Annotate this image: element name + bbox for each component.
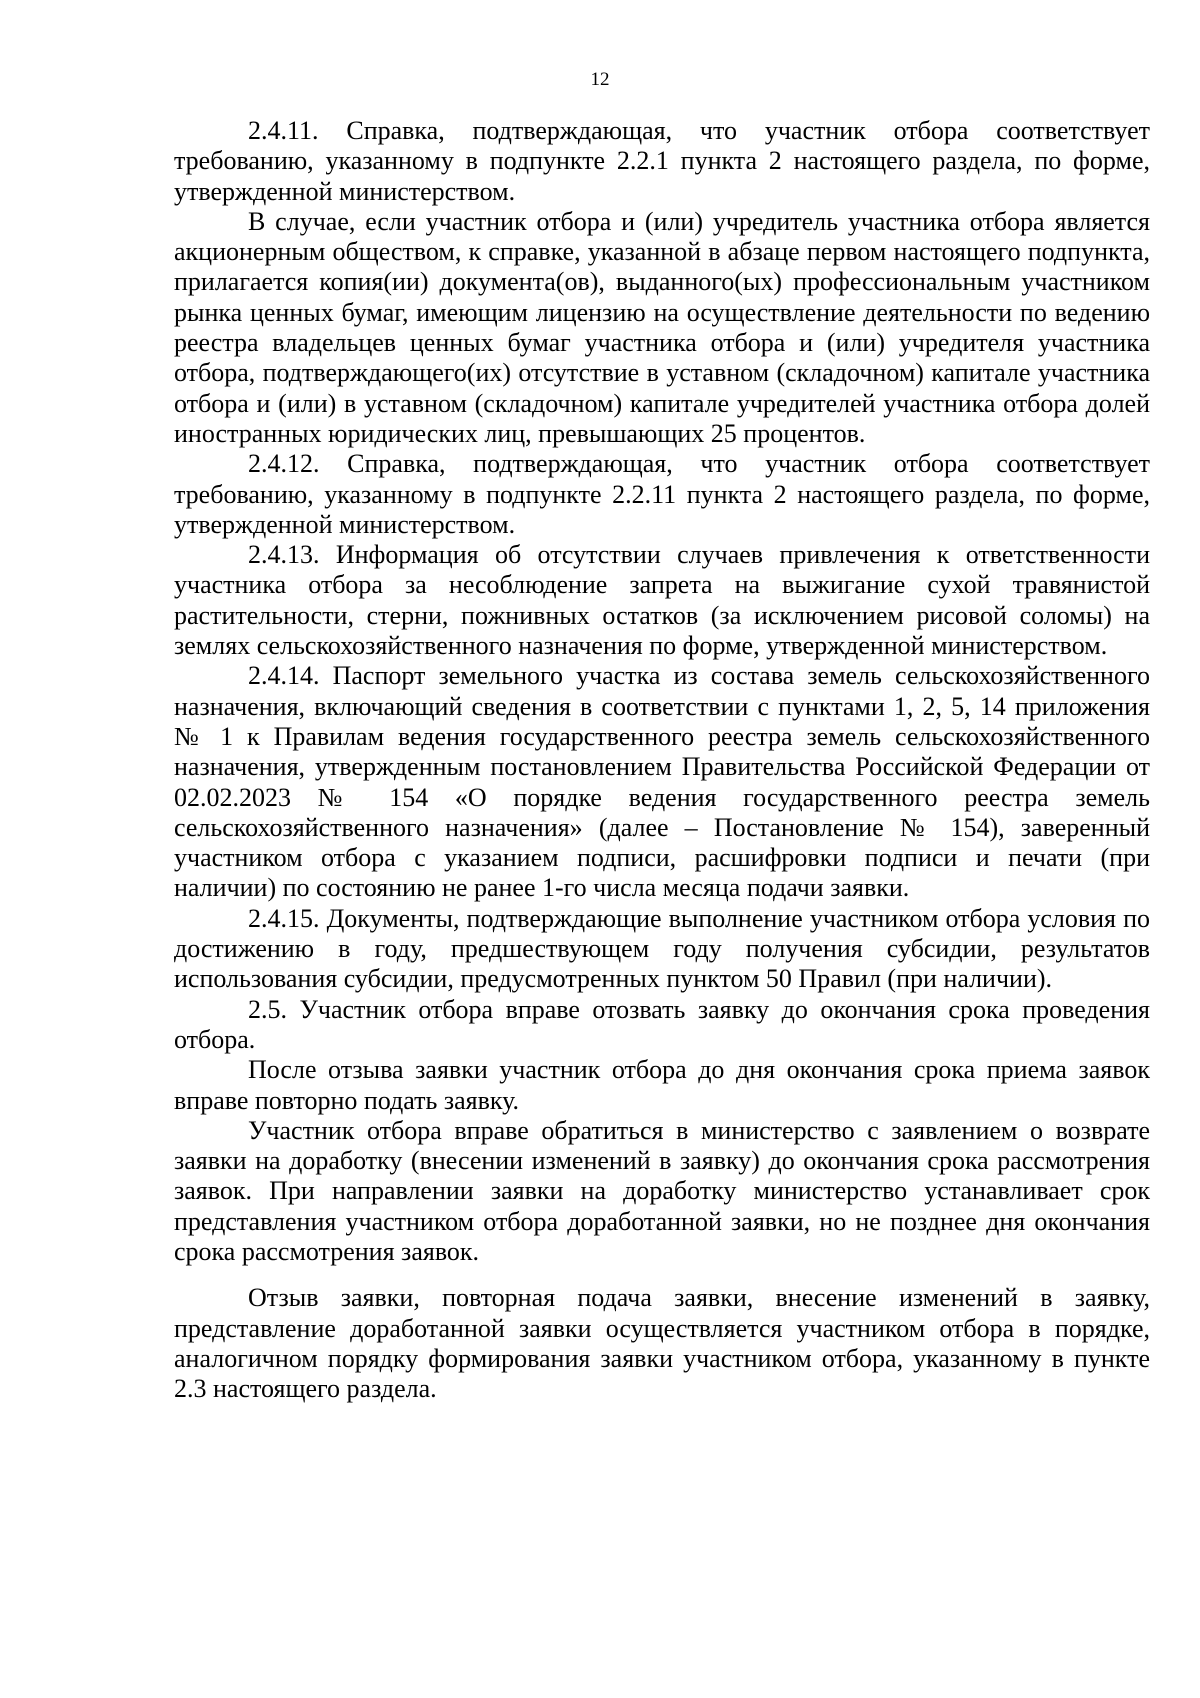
- paragraph-2-4-13: 2.4.13. Информация об отсутствии случаев привлечения к ответственности участника отбора за несоблюдение запрета на выжигание сухой травянистой растительности, стерни, пожнивных остатков (за исключением рисовой соломы) на землях сельскохозяйственного назначения по форме, утвержденной министерством.: [174, 540, 1150, 661]
- paragraph-2-4-11: 2.4.11. Справка, подтверждающая, что участник отбора соответствует требованию, указанному в подпункте 2.2.1 пункта 2 настоящего раздела, по форме, утвержденной министерством.: [174, 116, 1150, 206]
- paragraph-joint-stock-company: В случае, если участник отбора и (или) учредитель участника отбора является акционерным обществом, к справке, указанной в абзаце первом настоящего подпункта, прилагается копия(ии) документа(ов), выданного(ых) профессиональным участником рынка ценных бумаг, имеющим лицензию на осуществление деятельности по ведению реестра владельцев ценных бумаг участника отбора и (или) учредителя участника отбора, подтверждающего(их) отсутствие в уставном (складочном) капитале участника отбора и (или) в уставном (складочном) капитале учредителей участника отбора долей иностранных юридических лиц, превышающих 25 процентов.: [174, 206, 1150, 448]
- paragraph-2-4-14: 2.4.14. Паспорт земельного участка из состава земель сельскохозяйственного назначения, включающий сведения в соответствии с пунктами 1, 2, 5, 14 приложения № 1 к Правилам ведения государственного реестра земель сельскохозяйственного назначения, утвержденным постановлением Правительства Российской Федерации от 02.02.2023 № 154 «О порядке ведения государственного реестра земель сельскохозяйственного назначения» (далее – Постановление № 154), заверенный участником отбора с указанием подписи, расшифровки подписи и печати (при наличии) по состоянию не ранее 1-го числа месяца подачи заявки.: [174, 661, 1150, 903]
- paragraph-2-4-15: 2.4.15. Документы, подтверждающие выполнение участником отбора условия по достижению в году, предшествующем году получения субсидии, результатов использования субсидии, предусмотренных пунктом 50 Правил (при наличии).: [174, 903, 1150, 994]
- document-body: [174, 116, 1150, 1404]
- paragraph-2-4-12: 2.4.12. Справка, подтверждающая, что участник отбора соответствует требованию, указанному в подпункте 2.2.11 пункта 2 настоящего раздела, по форме, утвержденной министерством.: [174, 449, 1150, 539]
- paragraph-resubmission: После отзыва заявки участник отбора до дня окончания срока приема заявок вправе повторно подать заявку.: [174, 1055, 1150, 1115]
- paragraph-withdrawal-procedure: Отзыв заявки, повторная подача заявки, внесение изменений в заявку, представление доработанной заявки осуществляется участником отбора в порядке, аналогичном порядку формирования заявки участником отбора, указанному в пункте 2.3 настоящего раздела.: [174, 1283, 1150, 1404]
- page-number: 12: [590, 69, 610, 90]
- paragraph-2-5: 2.5. Участник отбора вправе отозвать заявку до окончания срока проведения отбора.: [174, 994, 1150, 1054]
- paragraph-return-for-revision: Участник отбора вправе обратиться в министерство с заявлением о возврате заявки на доработку (внесении изменений в заявку) до окончания срока рассмотрения заявок. При направлении заявки на доработку министерство устанавливает срок представления участником отбора доработанной заявки, но не позднее дня окончания срока рассмотрения заявок.: [174, 1115, 1150, 1266]
